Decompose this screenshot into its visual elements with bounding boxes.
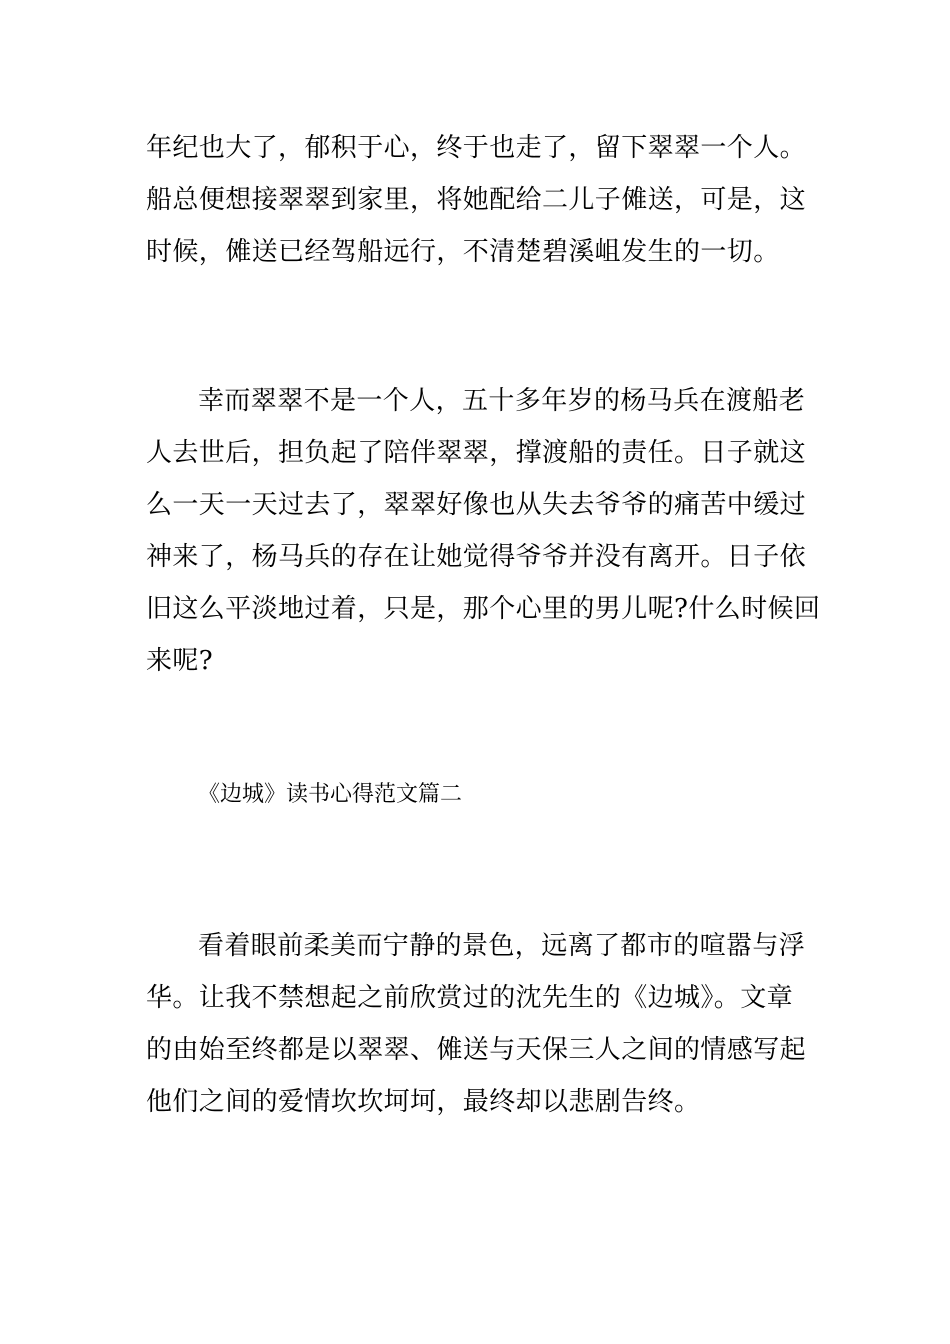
paragraph-line: 年纪也大了，郁积于心，终于也走了，留下翠翠一个人。 (146, 133, 807, 163)
paragraph-line: 看着眼前柔美而宁静的景色，远离了都市的喧嚣与浮 (198, 931, 806, 961)
paragraph-line: 船总便想接翠翠到家里，将她配给二儿子傩送，可是，这 (146, 185, 807, 215)
paragraph-line: 华。让我不禁想起之前欣赏过的沈先生的《边城》。文章 (146, 983, 794, 1013)
section-heading: 《边城》读书心得范文篇二 (198, 782, 463, 807)
paragraph-line: 旧这么平淡地过着，只是，那个心里的男儿呢?什么时候回 (146, 594, 821, 624)
paragraph-2 (146, 375, 821, 687)
paragraph-line: 他们之间的爱情坎坎坷坷，最终却以悲剧告终。 (146, 1087, 701, 1117)
paragraph-3 (146, 920, 811, 1128)
paragraph-line: 时候，傩送已经驾船远行，不清楚碧溪岨发生的一切。 (146, 237, 780, 267)
paragraph-line: 神来了，杨马兵的存在让她觉得爷爷并没有离开。日子依 (146, 542, 807, 572)
paragraph-line: 幸而翠翠不是一个人，五十多年岁的杨马兵在渡船老 (198, 386, 806, 416)
paragraph-line: 来呢? (146, 646, 214, 676)
paragraph-1 (146, 122, 811, 278)
paragraph-line: 么一天一天过去了，翠翠好像也从失去爷爷的痛苦中缓过 (146, 490, 807, 520)
paragraph-line: 人去世后，担负起了陪伴翠翠，撑渡船的责任。日子就这 (146, 438, 807, 468)
paragraph-line: 的由始至终都是以翠翠、傩送与天保三人之间的情感写起 (146, 1035, 807, 1065)
